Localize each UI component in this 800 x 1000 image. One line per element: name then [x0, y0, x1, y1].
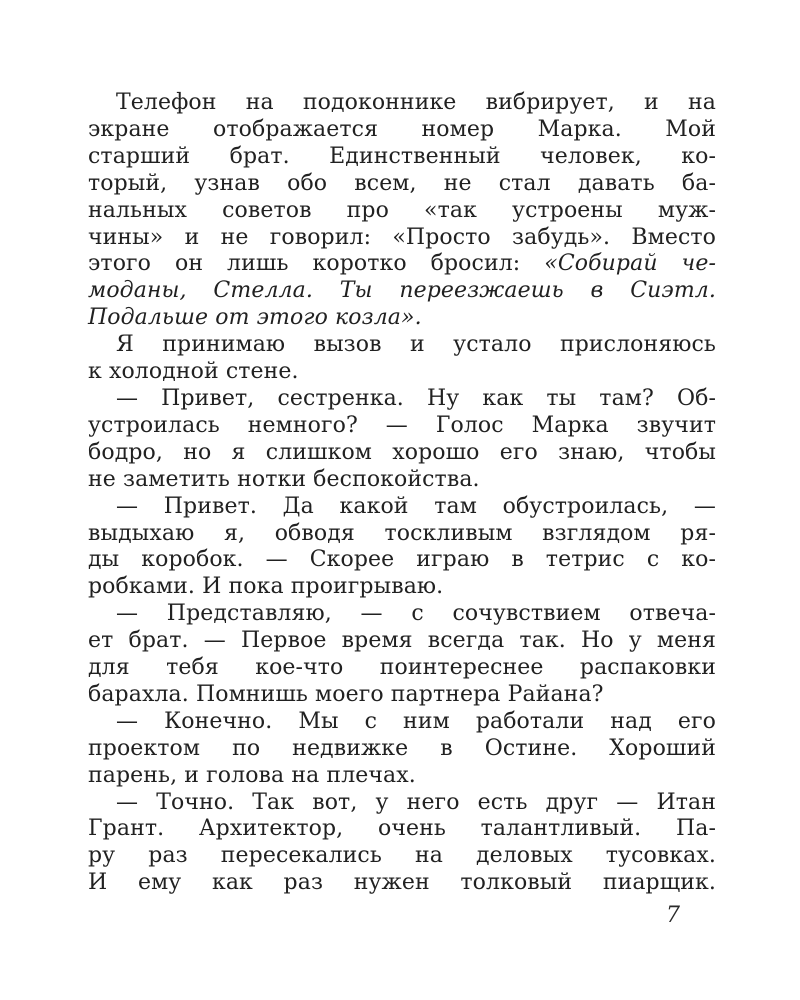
text-run: бодро, но я слишком хорошо его знаю, чтобы: [88, 439, 716, 465]
paragraph: [88, 332, 716, 386]
text-run: — Конечно. Мы с ним работали над его: [116, 708, 716, 734]
text-line: [88, 843, 716, 870]
text-line: [88, 790, 716, 817]
text-line: [88, 494, 716, 521]
text-run: ру раз пересекались на деловых тусовках.: [88, 843, 716, 869]
italic-text-run: моданы, Стелла. Ты переезжаешь в Сиэтл.: [88, 278, 716, 304]
paragraph: [88, 709, 716, 790]
paragraph: [88, 386, 716, 494]
text-line: [88, 251, 716, 278]
text-line: [88, 521, 716, 548]
text-run: проектом по недвижке в Остине. Хороший: [88, 735, 716, 761]
text-line: [88, 574, 716, 601]
text-block: [88, 90, 716, 897]
text-line: [88, 601, 716, 628]
italic-text-run: «Собирай че-: [544, 251, 716, 277]
text-run: робками. И пока проигрываю.: [88, 574, 444, 600]
text-line: [88, 225, 716, 252]
text-line: [88, 198, 716, 225]
text-run: Грант. Архитектор, очень талантливый. Па-: [88, 816, 716, 842]
text-run: — Точно. Так вот, у него есть друг — Итан: [116, 789, 716, 815]
text-run: — Представляю, — с сочувствием отвеча-: [116, 601, 716, 627]
text-line: [88, 547, 716, 574]
text-line: [88, 467, 716, 494]
text-run: ет брат. — Первое время всегда так. Но у меня: [88, 628, 716, 654]
italic-text-run: Подальше от этого козла».: [88, 305, 422, 331]
text-line: [88, 628, 716, 655]
text-line: [88, 440, 716, 467]
page-number: 7: [666, 903, 680, 928]
text-run: барахла. Помнишь моего партнера Райана?: [88, 681, 604, 707]
paragraph: [88, 90, 716, 332]
text-run: к холодной стене.: [88, 359, 299, 385]
text-run: — Привет, сестренка. Ну как ты там? Об-: [116, 385, 716, 411]
text-run: Я принимаю вызов и устало прислоняюсь: [116, 332, 716, 358]
text-line: [88, 278, 716, 305]
text-line: [88, 171, 716, 198]
text-run: экране отображается номер Марка. Мой: [88, 116, 716, 142]
text-run: ды коробок. — Скорее играю в тетрис с ко-: [88, 547, 716, 573]
text-run: И ему как раз нужен толковый пиарщик.: [88, 870, 716, 896]
text-run: устроилась немного? — Голос Марка звучит: [88, 412, 716, 438]
text-line: [88, 682, 716, 709]
text-line: [88, 655, 716, 682]
text-run: торый, узнав обо всем, не стал давать ба-: [88, 170, 716, 196]
text-run: — Привет. Да какой там обустроилась, —: [116, 493, 716, 519]
text-line: [88, 736, 716, 763]
text-line: [88, 359, 716, 386]
text-run: старший брат. Единственный человек, ко-: [88, 143, 716, 169]
text-line: [88, 144, 716, 171]
text-line: [88, 870, 716, 897]
text-line: [88, 413, 716, 440]
text-run: нальных советов про «так устроены муж-: [88, 197, 716, 223]
text-run: для тебя кое-что поинтереснее распаковки: [88, 655, 716, 681]
paragraph: [88, 601, 716, 709]
text-line: [88, 709, 716, 736]
text-line: [88, 816, 716, 843]
text-run: выдыхаю я, обводя тоскливым взглядом ря-: [88, 520, 716, 546]
text-line: [88, 763, 716, 790]
text-run: этого он лишь коротко бросил:: [88, 251, 545, 277]
text-run: чины» и не говорил: «Просто забудь». Вместо: [88, 224, 716, 250]
text-line: [88, 386, 716, 413]
text-line: [88, 332, 716, 359]
paragraph: [88, 494, 716, 602]
text-line: [88, 90, 716, 117]
text-line: [88, 305, 716, 332]
text-run: не заметить нотки беспокойства.: [88, 466, 480, 492]
text-run: Телефон на подоконнике вибрирует, и на: [116, 90, 716, 115]
text-line: [88, 117, 716, 144]
paragraph: [88, 790, 716, 898]
text-run: парень, и голова на плечах.: [88, 762, 416, 788]
